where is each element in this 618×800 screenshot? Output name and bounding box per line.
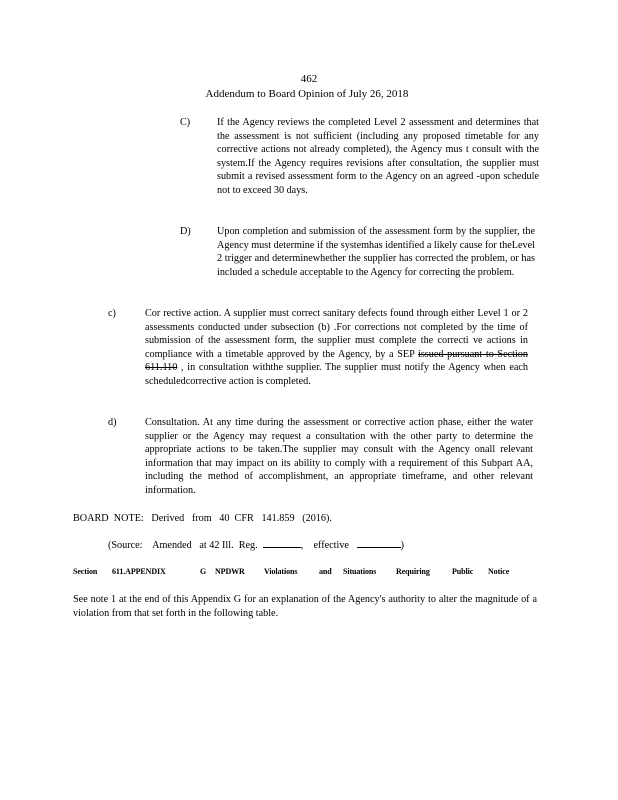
section-word-notice: Notice (488, 567, 510, 576)
item-text-C: If the Agency reviews the completed Level 2 assessment and determines that the assessment is not sufficient (including any proposed timetable for any corrective actions not already completed), the Agency mus t consult with the system.If the Agency requires revisions after consultation, the supplier must submit a revised assessment form to the Agency on an agreed -upon schedule not to exceed 30 days. (217, 117, 539, 196)
item-label-d: d) (108, 417, 117, 428)
appendix-footnote: See note 1 at the end of this Appendix G for an explanation of the Agency's authority to alter the magnitude of a violation from that set forth in the following table. (73, 594, 537, 619)
section-word-situations: Situations (343, 567, 377, 576)
section-word-public: Public (452, 567, 474, 576)
register-blank (263, 537, 301, 548)
item-text-c-struck: issued pursuant to Section 611.110 (145, 348, 528, 374)
source-effective: effective (313, 540, 349, 551)
source-close: ) (400, 540, 404, 551)
page-title: Addendum to Board Opinion of July 26, 2018 (205, 88, 409, 100)
item-text-c (145, 307, 528, 389)
section-appendix: 611.APPENDIX (112, 567, 166, 576)
source-line (108, 537, 468, 553)
item-text-d: Consultation. At any time during the assessment or corrective action phase, either the water supplier or the Agency may request a consultation with the other party to determine the appropriate actions to be taken.The supplier may consult with the Agency onall relevant information that may impact on its ability to comply with a requirement of this Subpart AA, including the method of accomplishment, an appropriate timeframe, and other relevant information. (145, 417, 533, 496)
section-word-violations: Violations (264, 567, 298, 576)
effective-date-blank (357, 537, 401, 548)
section-letter: G (200, 567, 207, 576)
section-word: Section (73, 567, 98, 576)
item-label-c: c) (108, 308, 116, 319)
section-word-requiring: Requiring (396, 567, 430, 576)
source-comma: , (300, 540, 304, 551)
item-text-c-after: , in consultation withthe supplier. The supplier must notify the Agency when each scheduledcorrective action is completed. (145, 362, 528, 387)
section-word-and: and (319, 567, 332, 576)
item-label-C: C) (180, 117, 191, 128)
page-number: 462 (300, 73, 318, 85)
item-text-c-before: Cor rective action. A supplier must correct sanitary defects found through either Level 1 or 2 assessments conducted under subsection (b) .For corrections not completed by the time of submission of the assessment form, the supplier must complete the correcti ve actions in compliance with a timetable approved by the Agency, by a SEP (145, 308, 528, 360)
section-word-npdwr: NPDWR (215, 567, 245, 576)
item-text-D: Upon completion and submission of the assessment form by the supplier, the Agency must determine if the systemhas identified a likely cause for theLevel 2 trigger and determinewhether the supplier has corrected the problem, or has included a schedule acceptable to the Agency for correcting the problem. (217, 226, 535, 278)
board-note: BOARD NOTE: Derived from 40 CFR 141.859 (2016). (73, 513, 332, 524)
source-open: (Source: Amended at 42 Ill. Reg. (108, 540, 258, 551)
item-label-D: D) (180, 226, 191, 237)
